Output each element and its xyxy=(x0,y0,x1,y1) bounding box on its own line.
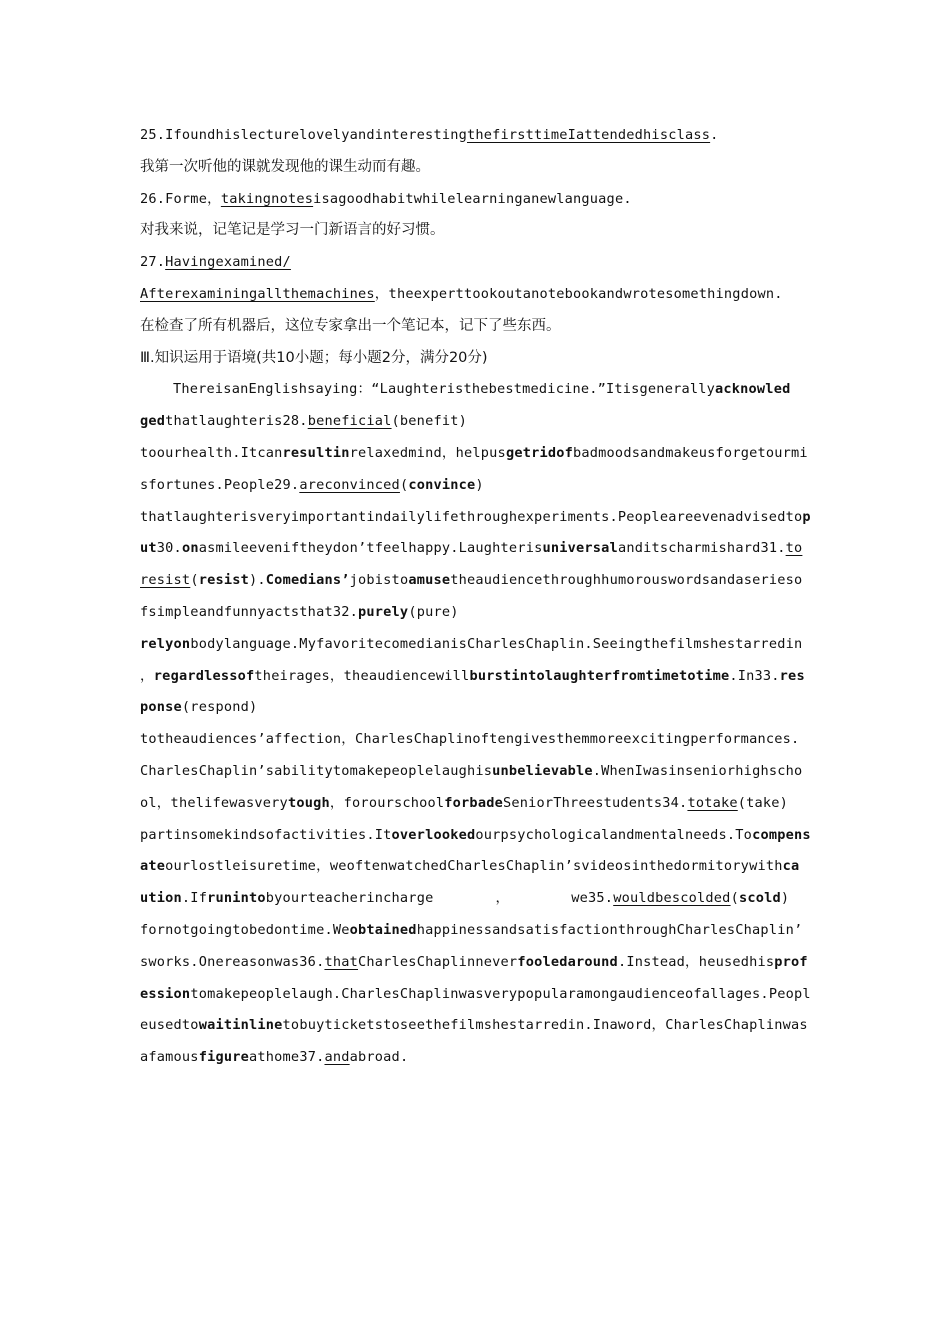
text-segment: toourhealth.Itcan xyxy=(140,444,283,461)
text-segment: thatlaughteris28. xyxy=(165,413,308,430)
text-segment: bodylanguage.MyfavoritecomedianisCharlesChaplin.Seeingthefilmshestarredin xyxy=(190,635,803,652)
text-segment: .In33. xyxy=(729,667,780,684)
text-line xyxy=(140,279,812,311)
text-line xyxy=(140,470,812,502)
text-line xyxy=(140,120,812,152)
text-segment: sworks.Onereasonwas36. xyxy=(140,953,325,970)
text-segment: badmoodsandmakeusforgetourmi xyxy=(573,444,808,461)
answer-text: and xyxy=(324,1049,350,1066)
text-segment: sfortunes.People29. xyxy=(140,476,300,493)
text-line xyxy=(140,724,812,756)
text-segment: . xyxy=(710,127,719,143)
text-segment: (benefit) xyxy=(391,413,467,430)
text-segment: 我第一次听他的课就发现他的课生动而有趣。 xyxy=(140,158,430,175)
text-segment: totheaudiences’affection，CharlesChaplinoftengivesthemmoreexcitingperformances. xyxy=(140,731,800,748)
bold-term: ponse xyxy=(140,699,182,716)
text-segment: theirages，theaudiencewill xyxy=(254,667,470,684)
text-segment: Ⅲ.知识运用于语境(共10小题；每小题2分，满分20分) xyxy=(140,349,488,366)
bold-term: p xyxy=(802,508,811,525)
bold-term: acknowled xyxy=(715,381,791,398)
bold-term: ca xyxy=(782,858,800,875)
bold-term: Comedians’ xyxy=(265,572,350,589)
text-line xyxy=(140,1010,812,1042)
text-line xyxy=(140,597,812,629)
text-line xyxy=(140,374,812,406)
answer-text: beneficial xyxy=(307,413,392,430)
bold-term: unbelievable xyxy=(492,762,593,779)
bold-term: prof xyxy=(774,953,808,970)
text-segment: ourpsychologicalandmentalneeds.To xyxy=(475,826,753,843)
text-segment: ( xyxy=(730,890,739,907)
text-segment: we35. xyxy=(571,890,614,907)
text-segment: CharlesChaplin’sabilitytomakepeoplelaughis xyxy=(140,762,493,779)
text-segment: 25.Ifoundhislecturelovelyandinteresting xyxy=(140,127,467,143)
text-segment: happinessandsatisfactionthroughCharlesChaplin’ xyxy=(416,921,803,938)
answer-text: totake xyxy=(687,794,738,811)
bold-term: figure xyxy=(198,1049,250,1066)
text-segment: (pure) xyxy=(408,603,459,620)
text-segment: ). xyxy=(249,572,266,589)
text-segment: ) xyxy=(780,890,790,907)
bold-term: on xyxy=(181,540,199,557)
text-segment: (respond) xyxy=(181,699,258,716)
text-line xyxy=(140,756,812,788)
text-segment: partinsomekindsofactivities.It xyxy=(140,826,392,843)
text-segment: afamous xyxy=(140,1049,199,1066)
bold-term: forbade xyxy=(444,794,503,811)
text-line xyxy=(140,502,812,534)
text-segment: eusedto xyxy=(140,1017,199,1034)
text-segment: ， xyxy=(140,667,154,684)
text-segment: tobuyticketstoseethefilmshestarredin.Inaword，CharlesChaplinwas xyxy=(282,1017,808,1034)
bold-term: runinto xyxy=(207,890,266,907)
text-line xyxy=(140,438,812,470)
text-line xyxy=(140,247,812,279)
text-line xyxy=(140,1042,812,1074)
text-segment: relaxedmind，helpus xyxy=(349,444,506,461)
bold-term: universal xyxy=(542,540,618,557)
bold-term: obtained xyxy=(349,921,417,938)
text-line xyxy=(140,979,812,1011)
bold-term: ession xyxy=(140,985,191,1002)
text-line xyxy=(140,661,812,693)
text-line xyxy=(140,692,812,724)
text-segment: 在检查了所有机器后，这位专家拿出一个笔记本，记下了些东西。 xyxy=(140,317,561,334)
text-segment: ，theexperttookoutanotebookandwrotesomethingdown. xyxy=(374,285,783,302)
text-segment: ourlostleisuretime，weoftenwatchedCharlesChaplin’svideosinthedormitorywith xyxy=(165,858,783,875)
text-segment: isagoodhabitwhilelearninganewlanguage. xyxy=(313,190,632,207)
text-segment: SeniorThreestudents34. xyxy=(502,794,688,811)
text-segment: fornotgoingtobedontime.We xyxy=(140,921,350,938)
text-line xyxy=(140,215,812,247)
bold-term: ate xyxy=(140,858,166,875)
text-line xyxy=(140,406,812,438)
bold-term: regardlessof xyxy=(153,667,255,684)
text-segment: theaudiencethroughhumorouswordsandaserieso xyxy=(450,572,803,589)
bold-term: resist xyxy=(198,572,250,589)
bold-term: overlooked xyxy=(391,826,476,843)
text-segment: anditscharmishard31. xyxy=(617,540,786,557)
bold-term: relyon xyxy=(140,635,191,652)
text-line xyxy=(140,152,812,184)
text-segment: (take) xyxy=(737,794,789,811)
text-segment: ) xyxy=(475,476,484,493)
bold-term: scold xyxy=(738,890,781,907)
bold-term: waitinline xyxy=(198,1017,283,1034)
text-segment: ThereisanEnglishsaying：“Laughteristhebestmedicine.”Itisgenerally xyxy=(173,381,715,398)
text-segment: ， xyxy=(495,890,510,907)
text-line xyxy=(140,311,812,343)
bold-term: resultin xyxy=(282,444,350,461)
answer-text: that xyxy=(324,953,358,970)
bold-term: getridof xyxy=(505,444,574,461)
text-line xyxy=(140,629,812,661)
bold-term: convince xyxy=(408,476,476,493)
bold-term: fooledaround xyxy=(517,953,618,970)
text-segment: .Instead，heusedhis xyxy=(617,953,775,970)
bold-term: res xyxy=(779,667,805,684)
bold-term: ut xyxy=(140,540,157,557)
text-segment: .If xyxy=(181,890,208,907)
answer-text: wouldbescolded xyxy=(613,890,731,907)
bold-term: ution xyxy=(140,890,182,907)
text-line xyxy=(140,820,812,852)
answer-text: Afterexaminingallthemachines xyxy=(140,285,375,302)
text-line xyxy=(140,565,812,597)
text-segment: 26.Forme， xyxy=(140,190,221,207)
answer-text: resist xyxy=(140,572,191,589)
text-segment: .WhenIwasinseniorhighscho xyxy=(592,762,803,779)
text-segment: athome37. xyxy=(249,1049,325,1066)
bold-term: amuse xyxy=(408,572,451,589)
text-segment: 27. xyxy=(140,254,166,271)
text-segment: byourteacherincharge xyxy=(265,890,434,907)
document-page xyxy=(140,120,812,1074)
text-line xyxy=(140,788,812,820)
answer-text: Havingexamined/ xyxy=(165,254,291,271)
text-line xyxy=(140,883,812,915)
text-line xyxy=(140,343,812,375)
bold-term: burstintolaughterfromtimetotime xyxy=(469,667,730,684)
answer-text: takingnotes xyxy=(220,190,314,207)
bold-term: compens xyxy=(752,826,811,843)
text-line xyxy=(140,851,812,883)
text-segment: jobisto xyxy=(349,572,409,589)
text-segment: asmileeveniftheydon’tfeelhappy.Laughteris xyxy=(198,540,543,557)
text-segment: thatlaughterisveryimportantindailylifethroughexperiments.Peopleareevenadvisedto xyxy=(140,508,803,525)
text-segment: ol，thelifewasvery xyxy=(140,794,288,811)
bold-term: ged xyxy=(140,413,166,430)
answer-text: to xyxy=(785,540,803,557)
text-segment: ( xyxy=(399,476,409,493)
text-line xyxy=(140,947,812,979)
answer-text: areconvinced xyxy=(299,476,400,493)
text-segment: 30. xyxy=(156,540,182,557)
text-segment: tomakepeoplelaugh.CharlesChaplinwasverypopularamongaudienceofallages.Peopl xyxy=(190,985,811,1002)
text-segment: ( xyxy=(190,572,199,589)
text-segment: fsimpleandfunnyactsthat32. xyxy=(140,603,358,620)
text-segment: CharlesChaplinnever xyxy=(358,953,518,970)
text-segment: 对我来说，记笔记是学习一门新语言的好习惯。 xyxy=(140,222,445,239)
bold-term: tough xyxy=(287,794,330,811)
text-line xyxy=(140,915,812,947)
text-line xyxy=(140,184,812,216)
answer-text: thefirsttimeIattendedhisclass xyxy=(466,127,711,143)
text-segment: abroad. xyxy=(349,1049,409,1066)
text-segment: ，forourschool xyxy=(329,794,445,811)
text-line xyxy=(140,533,812,565)
bold-term: purely xyxy=(358,603,409,620)
